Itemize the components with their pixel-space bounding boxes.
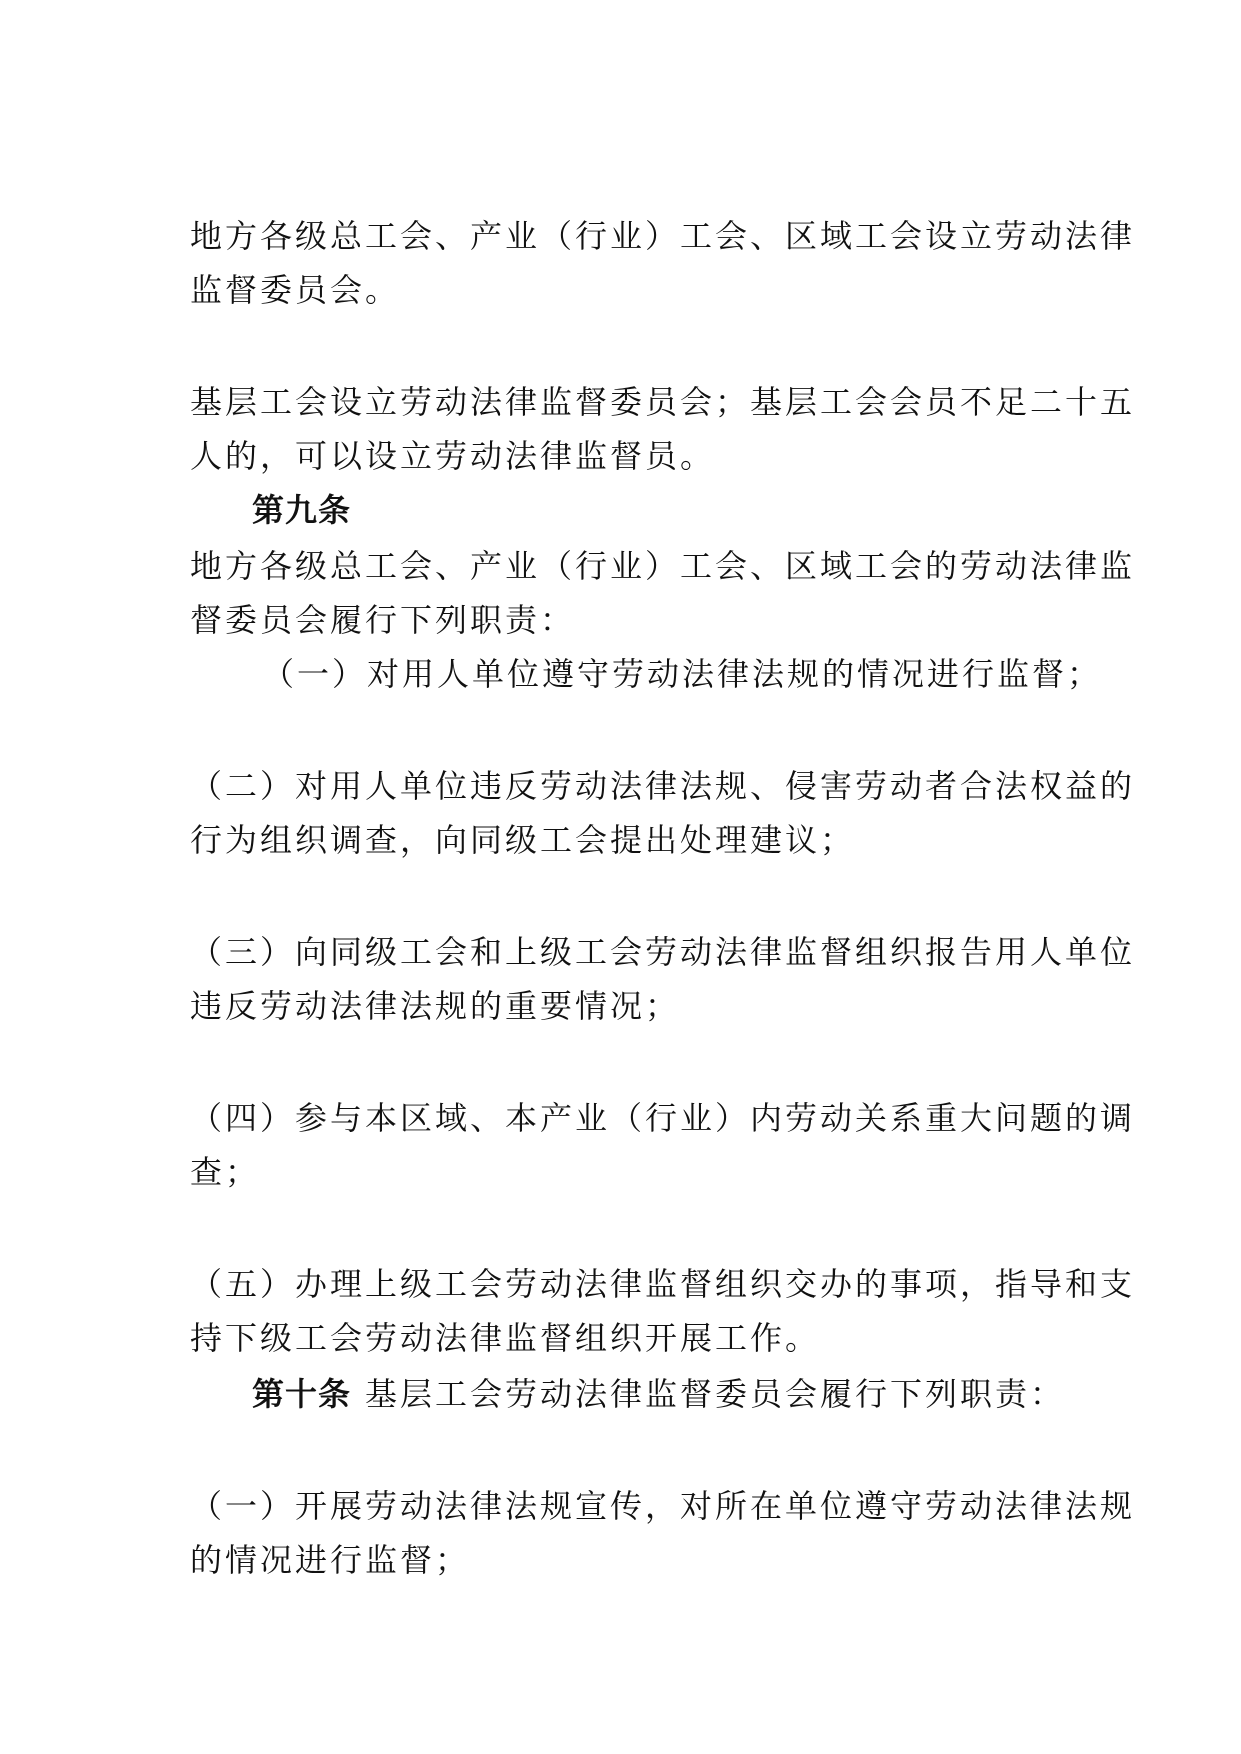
paragraph-line: 地方各级总工会、产业（行业）工会、区域工会设立劳动法律 [190,217,1136,255]
paragraph-line: 违反劳动法律法规的重要情况； [190,987,681,1025]
list-item: （五）办理上级工会劳动法律监督组织交办的事项，指导和支 [190,1265,1136,1303]
paragraph-line: 基层工会设立劳动法律监督委员会；基层工会会员不足二十五 [190,383,1136,421]
paragraph-line: 的情况进行监督； [190,1541,471,1579]
paragraph-line: 持下级工会劳动法律监督组织开展工作。 [190,1319,821,1357]
paragraph-line: 查； [190,1153,261,1191]
paragraph-line: 行为组织调查，向同级工会提出处理建议； [190,821,856,859]
article-10-heading: 第十条 [252,1375,352,1413]
paragraph-line: 人的，可以设立劳动法律监督员。 [190,437,716,475]
article-10-text: 基层工会劳动法律监督委员会履行下列职责： [365,1375,1066,1413]
list-item: （一）开展劳动法律法规宣传，对所在单位遵守劳动法律法规 [190,1487,1136,1525]
list-item: （二）对用人单位违反劳动法律法规、侵害劳动者合法权益的 [190,767,1136,805]
list-item: （四）参与本区域、本产业（行业）内劳动关系重大问题的调 [190,1099,1136,1137]
paragraph-line: 监督委员会。 [190,271,401,309]
article-10-line [252,1374,1065,1414]
list-item: （一）对用人单位遵守劳动法律法规的情况进行监督； [262,655,1103,693]
paragraph-line: 督委员会履行下列职责： [190,601,576,639]
list-item: （三）向同级工会和上级工会劳动法律监督组织报告用人单位 [190,933,1136,971]
article-9-heading: 第九条 [252,491,352,529]
paragraph-line: 地方各级总工会、产业（行业）工会、区域工会的劳动法律监 [190,547,1136,585]
